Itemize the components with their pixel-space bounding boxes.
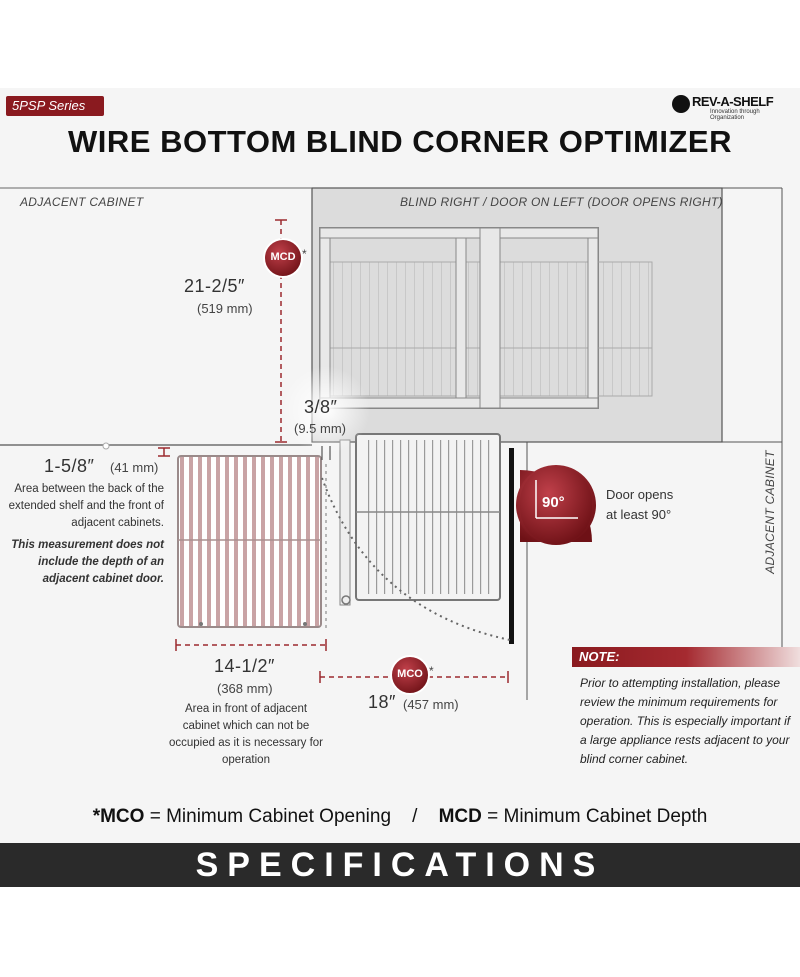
front-area-inches: 14-1/2″ — [214, 656, 275, 676]
door-text-line2: at least 90° — [606, 507, 672, 522]
brand-logo — [670, 94, 790, 120]
page-title: WIRE BOTTOM BLIND CORNER OPTIMIZER — [68, 124, 732, 159]
wire-shelf — [340, 434, 500, 605]
legend-mcd-def: = Minimum Cabinet Depth — [487, 806, 708, 827]
legend-mco-def: = Minimum Cabinet Opening — [149, 806, 392, 827]
legend — [0, 806, 800, 828]
door-angle-value: 90° — [542, 494, 565, 511]
note-heading: NOTE: — [572, 647, 800, 667]
clearance-mm: (41 mm) — [110, 460, 159, 475]
opening-inches: 18″ — [368, 692, 396, 712]
legend-mcd-key: MCD — [438, 806, 482, 827]
gap-inches: 3/8″ — [304, 397, 338, 417]
adjacent-cabinet-left-label: ADJACENT CABINET — [20, 195, 144, 209]
mco-badge: MCO — [397, 668, 423, 680]
door-text-line1: Door opens — [606, 487, 674, 502]
clearance-description: Area between the back of the extended shelf and the front of adjacent cabinets. — [8, 483, 164, 529]
brand-tagline: Innovation through Organization — [710, 109, 760, 121]
note-body: Prior to attempting installation, please review the minimum requirements for operation. This is especially important if a large appliance rests adjacent to your blind corner cabinet. — [580, 676, 791, 766]
bottom-margin — [0, 887, 800, 977]
depth-inches: 21-2/5″ — [184, 276, 245, 296]
depth-mm: (519 mm) — [197, 301, 253, 316]
series-badge: 5PSP Series — [6, 96, 104, 116]
mcd-asterisk: * — [302, 247, 307, 261]
brand-name: REV-A-SHELF — [692, 94, 774, 109]
front-area-mm: (368 mm) — [217, 681, 273, 696]
legend-separator: / — [412, 806, 418, 827]
front-area-description: Area in front of adjacent cabinet which can not be occupied as it is necessary for operation — [168, 703, 324, 766]
clearance-inches: 1-5/8″ — [44, 456, 95, 476]
mcd-badge: MCD — [270, 251, 296, 263]
clearance-note: This measurement does not include the depth of an adjacent cabinet door. — [11, 539, 164, 585]
brand-logo-icon — [672, 95, 690, 113]
extended-shelf — [178, 456, 321, 627]
mco-asterisk: * — [429, 664, 434, 678]
opening-mm: (457 mm) — [403, 697, 459, 712]
cabinet-door — [509, 448, 514, 644]
specifications-banner: SPECIFICATIONS — [195, 846, 605, 884]
gap-mm: (9.5 mm) — [294, 421, 346, 436]
adjacent-cabinet-right-label: ADJACENT CABINET — [763, 450, 777, 574]
blind-right-label: BLIND RIGHT / DOOR ON LEFT (DOOR OPENS RIGHT) — [400, 195, 723, 209]
legend-mco-key: *MCO — [92, 806, 145, 827]
